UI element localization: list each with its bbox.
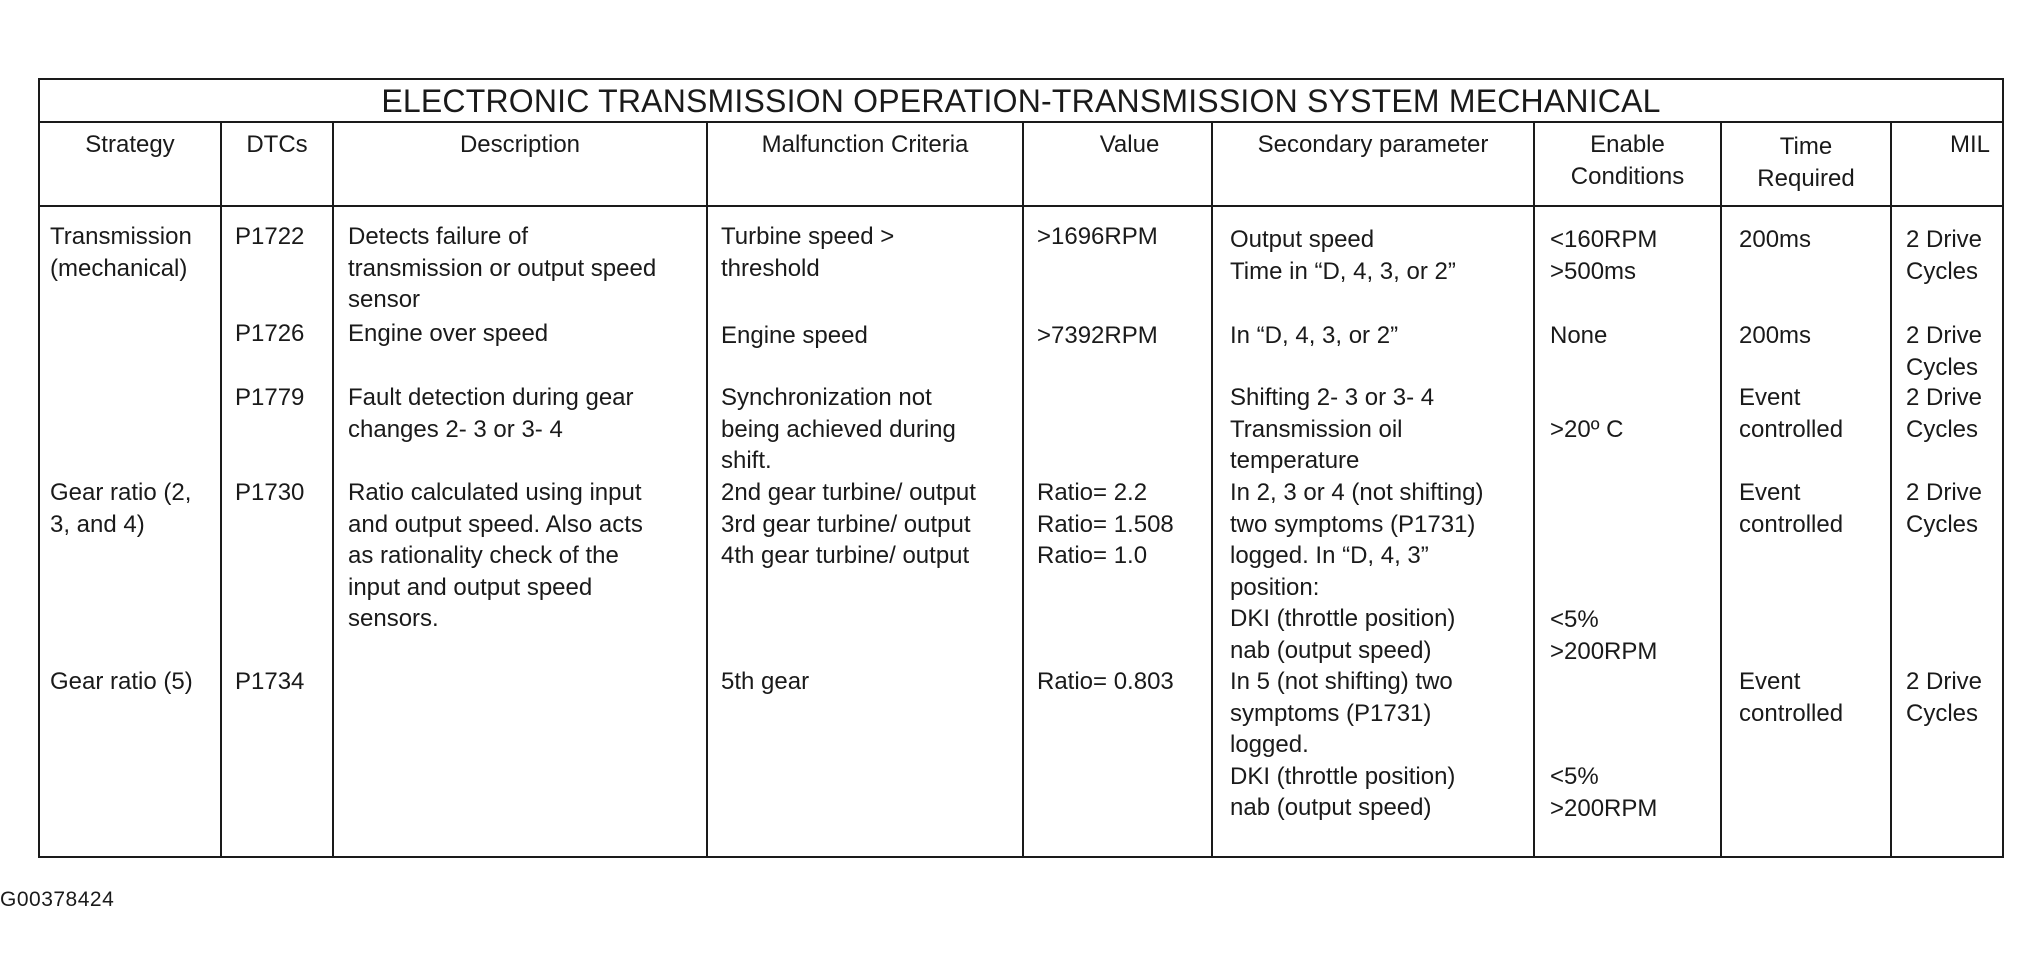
row3-dtc: P1779 — [235, 384, 305, 411]
header-strategy: Strategy — [85, 131, 175, 158]
header-enable-line2: Conditions — [1570, 163, 1685, 190]
row5-dtc: P1734 — [235, 668, 305, 695]
row1-dtc: P1722 — [235, 223, 305, 250]
row5-malfunction: 5th gear — [721, 668, 810, 695]
row1-secondary: Output speed Time in “D, 4, 3, or 2” — [1230, 226, 1456, 285]
row5-secondary: In 5 (not shifting) two symptoms (P1731) logged. DKI (throttle position) nab (output speed) — [1230, 668, 1456, 821]
row2-secondary: In “D, 4, 3, or 2” — [1230, 322, 1399, 349]
row2-enable: None — [1550, 322, 1608, 349]
row5-enable: <5% >200RPM — [1550, 763, 1658, 822]
row2-mil: 2 Drive Cycles — [1906, 322, 1983, 381]
column-divider — [706, 123, 708, 856]
column-divider — [1533, 123, 1535, 856]
header-time-line1: Time — [1779, 133, 1833, 160]
column-divider — [332, 123, 334, 856]
row2-description: Engine over speed — [348, 320, 549, 347]
row3-secondary: Shifting 2- 3 or 3- 4 Transmission oil temperature — [1230, 384, 1435, 474]
row3-malfunction: Synchronization not being achieved during shift. — [721, 384, 956, 474]
table-title: ELECTRONIC TRANSMISSION OPERATION-TRANSMISSION SYSTEM MECHANICAL — [40, 80, 2002, 123]
row2-malfunction: Engine speed — [721, 322, 868, 349]
row3-time: Event controlled — [1739, 384, 1844, 443]
column-divider — [1720, 123, 1722, 856]
row4-mil: 2 Drive Cycles — [1906, 479, 1983, 538]
row4-malfunction: 2nd gear turbine/ output 3rd gear turbine/ output 4th gear turbine/ output — [721, 479, 976, 569]
row2-time: 200ms — [1739, 322, 1812, 349]
row5-strategy: Gear ratio (5) — [50, 668, 193, 695]
row4-value: Ratio= 2.2 Ratio= 1.508 Ratio= 1.0 — [1037, 479, 1174, 569]
header-value: Value — [1099, 131, 1160, 158]
header-time-line2: Required — [1757, 165, 1855, 192]
row4-time: Event controlled — [1739, 479, 1844, 538]
row4-description: Ratio calculated using input and output speed. Also acts as rationality check of the input and output speed sensors. — [348, 479, 643, 632]
row4-secondary: In 2, 3 or 4 (not shifting) two symptoms (P1731) logged. In “D, 4, 3” position: DKI (throttle position) nab (output speed) — [1230, 479, 1484, 664]
row4-dtc: P1730 — [235, 479, 305, 506]
figure-code: G00378424 — [0, 888, 115, 911]
row3-enable: >20º C — [1550, 416, 1624, 443]
row1-value: >1696RPM — [1037, 223, 1158, 250]
row2-dtc: P1726 — [235, 320, 305, 347]
header-dtcs: DTCs — [246, 131, 308, 158]
header-mil: MIL — [1949, 131, 1990, 158]
row4-enable: <5% >200RPM — [1550, 606, 1658, 665]
header-description: Description — [459, 131, 581, 158]
row4-strategy: Gear ratio (2, 3, and 4) — [50, 479, 192, 538]
row1-time: 200ms — [1739, 226, 1812, 253]
row3-description: Fault detection during gear changes 2- 3 or 3- 4 — [348, 384, 634, 443]
row1-strategy: Transmission (mechanical) — [50, 223, 192, 282]
row5-mil: 2 Drive Cycles — [1906, 668, 1983, 727]
row1-mil: 2 Drive Cycles — [1906, 226, 1983, 285]
row5-time: Event controlled — [1739, 668, 1844, 727]
header-enable-conditions — [1535, 123, 1720, 205]
row5-value: Ratio= 0.803 — [1037, 668, 1174, 695]
column-divider — [1022, 123, 1024, 856]
column-divider — [1890, 123, 1892, 856]
header-time-required — [1722, 123, 1890, 205]
header-malfunction-criteria: Malfunction Criteria — [761, 131, 969, 158]
row1-malfunction: Turbine speed > threshold — [721, 223, 895, 282]
row1-description: Detects failure of transmission or output speed sensor — [348, 223, 657, 313]
row2-value: >7392RPM — [1037, 322, 1158, 349]
transmission-table — [38, 78, 2004, 858]
row3-mil: 2 Drive Cycles — [1906, 384, 1983, 443]
header-enable-line1: Enable — [1590, 131, 1665, 158]
column-divider — [220, 123, 222, 856]
header-row — [40, 123, 2002, 207]
row1-enable: <160RPM >500ms — [1550, 226, 1658, 285]
header-secondary-parameter: Secondary parameter — [1257, 131, 1489, 158]
column-divider — [1211, 123, 1213, 856]
